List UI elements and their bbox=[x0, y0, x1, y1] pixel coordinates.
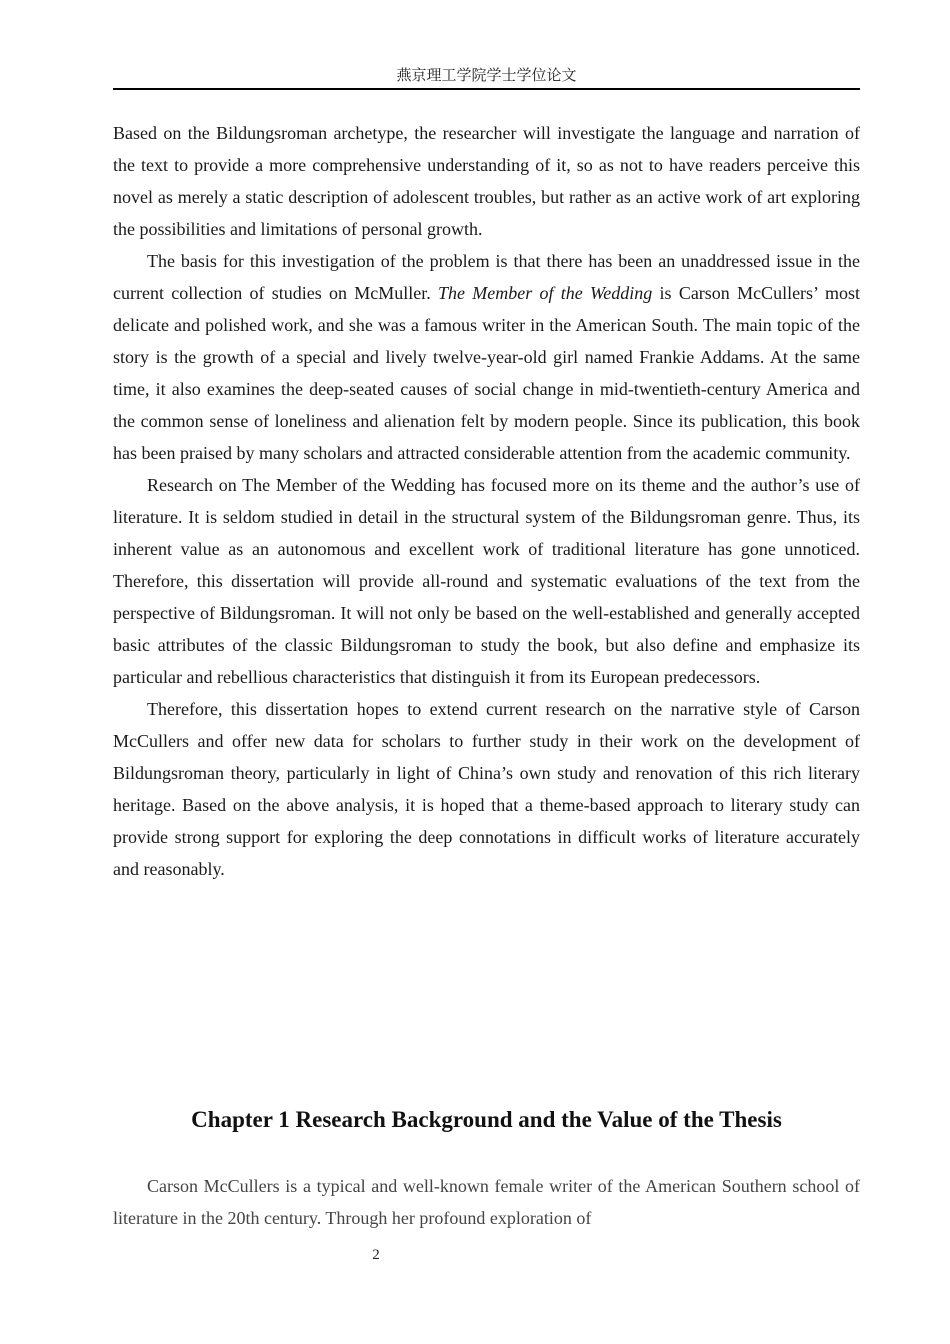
chapter-body bbox=[113, 1170, 860, 1234]
paragraph-4: Therefore, this dissertation hopes to extend current research on the narrative style of Carson McCullers and offer new data for scholars to further study in their work on the development of Bildungsroman theory, particularly in light of China’s own study and renovation of this rich literary heritage. Based on the above analysis, it is hoped that a theme-based approach to literary study can provide strong support for exploring the deep connotations in difficult works of literature accurately and reasonably. bbox=[113, 699, 860, 879]
page-number: 2 bbox=[372, 1247, 380, 1263]
page-header bbox=[113, 64, 860, 90]
paragraph-2-before: The basis for this investigation of the problem is that there has been an unaddressed issue in the current collection of studies on McMuller. bbox=[113, 251, 860, 303]
paragraph-2-after: is Carson McCullers’ most delicate and polished work, and she was a famous writer in the American South. The main topic of the story is the growth of a special and lively twelve-year-old girl named Frankie Addams. At the same time, it also examines the deep-seated causes of social change in mid-twentieth-century America and the common sense of loneliness and alienation felt by modern people. Since its publication, this book has been praised by many scholars and attracted considerable attention from the academic community. bbox=[113, 283, 860, 463]
chapter-heading: Chapter 1 Research Background and the Value of the Thesis bbox=[191, 1107, 782, 1132]
paragraph-1: Based on the Bildungsroman archetype, the researcher will investigate the language and narration of the text to provide a more comprehensive understanding of it, so as not to have readers perceive this novel as merely a static description of adolescent troubles, but rather as an active work of art exploring the possibilities and limitations of personal growth. bbox=[113, 123, 860, 239]
paragraph-3: Research on The Member of the Wedding has focused more on its theme and the author’s use of literature. It is seldom studied in detail in the structural system of the Bildungsroman genre. Thus, its inherent value as an autonomous and excellent work of traditional literature has gone unnoticed. Therefore, this dissertation will provide all-round and systematic evaluations of the text from the perspective of Bildungsroman. It will not only be based on the well-established and generally accepted basic attributes of the classic Bildungsroman to study the book, but also define and emphasize its particular and rebellious characteristics that distinguish it from its European predecessors. bbox=[113, 475, 860, 687]
chapter-paragraph-1: Carson McCullers is a typical and well-known female writer of the American Southern school of literature in the 20th century. Through her profound exploration of bbox=[113, 1176, 860, 1228]
body-text bbox=[113, 117, 860, 885]
header-title: 燕京理工学院学士学位论文 bbox=[396, 66, 577, 84]
book-title: The Member of the Wedding bbox=[437, 283, 653, 303]
paragraph-2 bbox=[113, 245, 860, 469]
